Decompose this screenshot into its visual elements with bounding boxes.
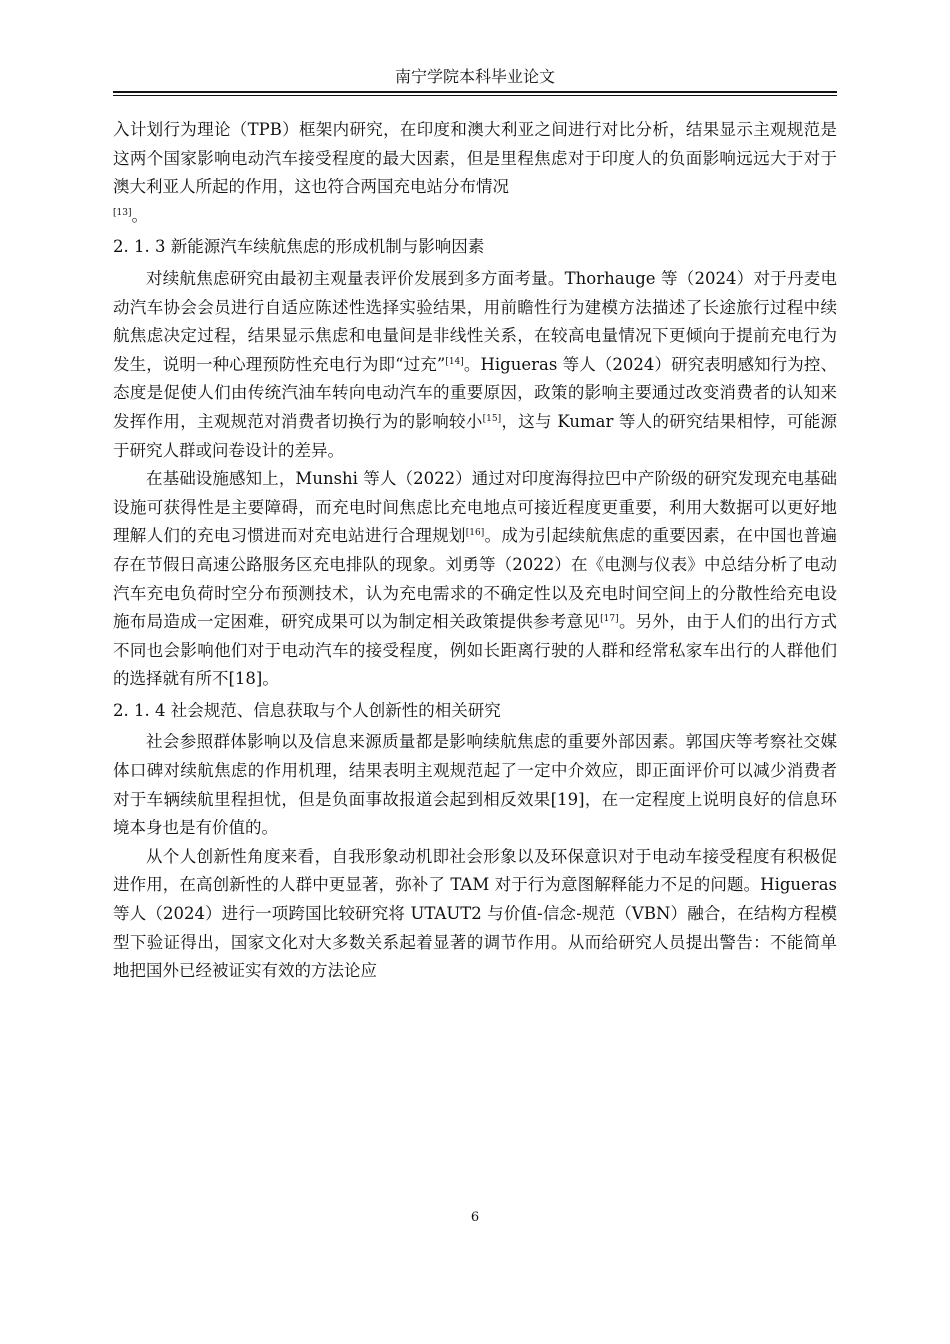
paragraph-infrastructure-perception (113, 465, 837, 694)
section-heading-2-1-3: 2. 1. 3 新能源汽车续航焦虑的形成机制与影响因素 (113, 237, 485, 257)
citation-15: [15] (482, 413, 502, 424)
paragraph-text: 。另外，由于人们的出行方式不同也会影响他们对于电动汽车的接受程度，例如长距离行驶的人群和经常私家车出行的人群他们的选择就有所不[18]。 (113, 612, 838, 689)
running-header: 南宁学院本科毕业论文 (394, 67, 555, 86)
page-body (113, 116, 837, 986)
intro-text: 入计划行为理论（TPB）框架内研究，在印度和澳大利亚之间进行对比分析，结果显示主观规范是这两个国家影响电动汽车接受程度的最大因素，但是里程焦虑对于印度人的负面影响远远大于对于澳大利亚人所起的作用，这也符合两国充电站分布情况 (113, 120, 837, 197)
paragraph-text: 。成为引起续航焦虑的重要因素，在中国也普遍存在节假日高速公路服务区充电排队的现象。刘勇等（2022）在《电测与仪表》中总结分析了电动汽车充电负荷时空分布预测技术，认为充电需求的不确定性以及充电时间空间上的分散性给充电设施布局造成一定困难，研究成果可以为制定相关政策提供参考意见 (113, 526, 838, 632)
paragraph-personal-innovativeness: 从个人创新性角度来看，自我形象动机即社会形象以及环保意识对于电动车接受程度有积极促进作用，在高创新性的人群中更显著，弥补了 TAM 对于行为意图解释能力不足的问题。Higueras 等人（2024）进行一项跨国比较研究将 UTAUT2 与价值-信念-规范（VBN）融合，在结构方程模型下验证得出，国家文化对大多数关系起着显著的调节作用。从而给研究人员提出警告：不能简单地把国外已经被证实有效的方法论应 (113, 846, 837, 981)
paragraph-text: 在基础设施感知上，Munshi 等人（2022）通过对印度海得拉巴中产阶级的研究发现充电基础设施可获得性是主要障碍，而充电时间焦虑比充电地点可接近程度更重要，利用大数据可以更好地理解人们的充电习惯进而对充电站进行合理规划 (113, 469, 837, 546)
paragraph-range-anxiety-research (113, 265, 837, 465)
paragraph-text: 对续航焦虑研究由最初主观量表评价发展到多方面考量。Thorhauge 等（2024）对于丹麦电动汽车协会会员进行自适应陈述性选择实验结果，用前瞻性行为建模方法描述了长途旅行过程中续航焦虑决定过程，结果显示焦虑和电量间是非线性关系，在较高电量情况下更倾向于提前充电行为发生，说明一种心理预防性充电行为即“过充” (113, 268, 837, 374)
citation-17: [17] (600, 614, 619, 625)
paragraph-text: 。Higueras 等人（2024）研究表明感知行为控、态度是促使人们由传统汽油车转向电动汽车的重要原因，政策的影响主要通过改变消费者的认知来发挥作用，主观规范对消费者切换行为的影响较小 (113, 354, 837, 431)
citation-16: [16] (465, 528, 485, 539)
header-rule-thin (113, 95, 837, 96)
intro-paragraph (113, 116, 837, 230)
citation-13: [13] (113, 207, 132, 218)
paragraph-social-reference: 社会参照群体影响以及信息来源质量都是影响续航焦虑的重要外部因素。郭国庆等考察社交媒体口碑对续航焦虑的作用机理，结果表明主观规范起了一定中介效应，即正面评价可以减少消费者对于车辆续航里程担忧，但是负面事故报道会起到相反效果[19]，在一定程度上说明良好的信息环境本身也是有价值的。 (113, 732, 837, 838)
intro-end: 。 (131, 205, 148, 225)
citation-14: [14] (445, 356, 464, 367)
header-rule-thick (113, 91, 837, 93)
section-heading-2-1-4: 2. 1. 4 社会规范、信息获取与个人创新性的相关研究 (113, 700, 501, 720)
page-number: 6 (470, 1210, 480, 1225)
paragraph-text: ，这与 Kumar 等人的研究结果相悖，可能源于研究人群或问卷设计的差异。 (113, 411, 838, 460)
